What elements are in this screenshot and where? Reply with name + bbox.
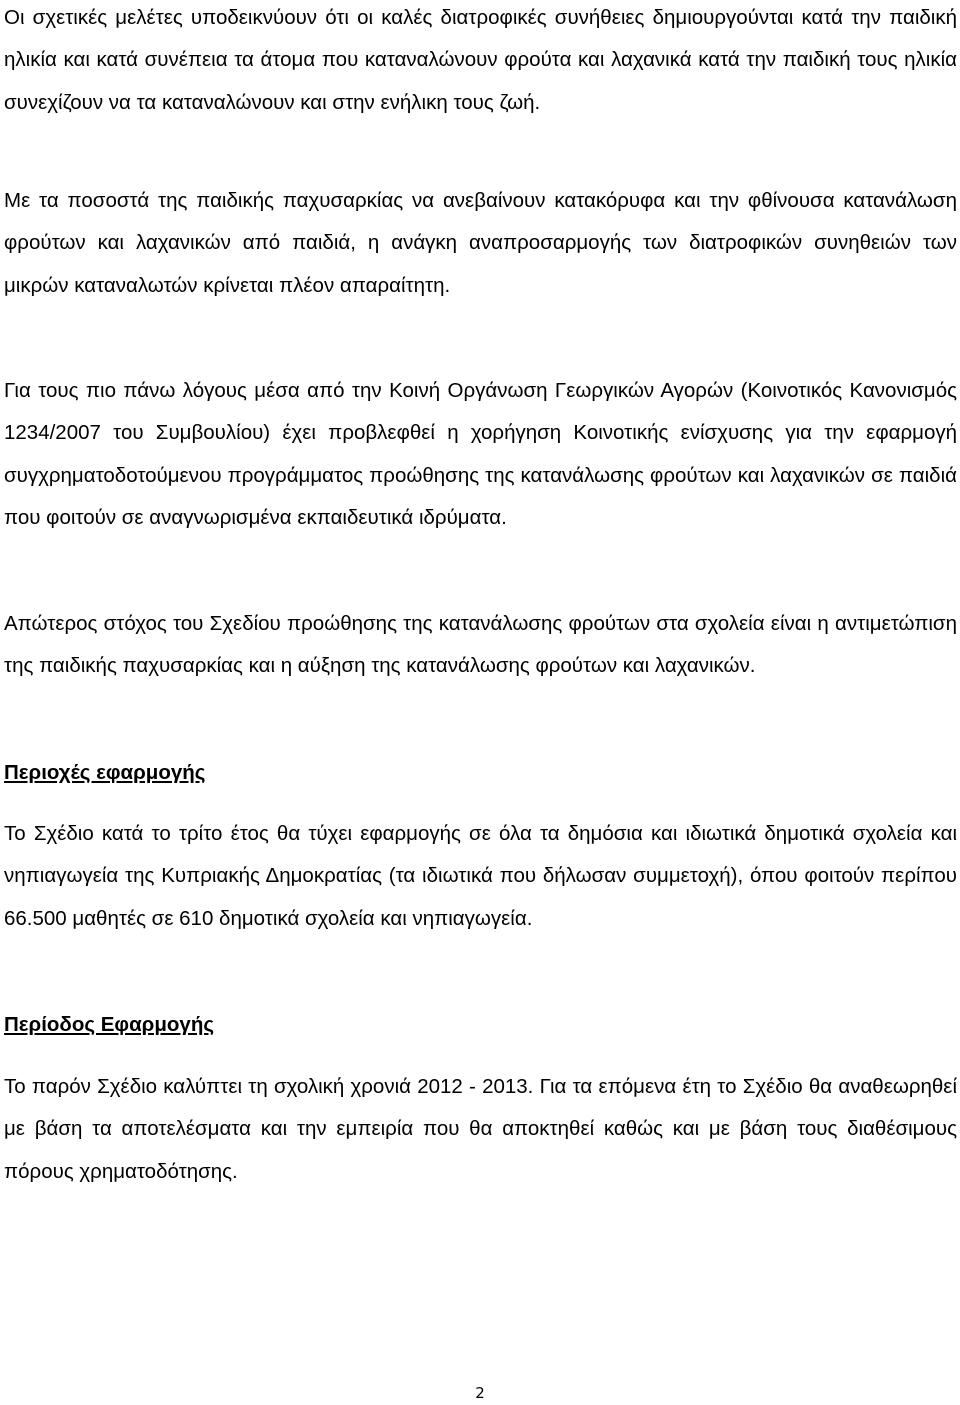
page-number: 2 [475, 1384, 485, 1402]
regulation-paragraph: Για τους πιο πάνω λόγους μέσα από την Κοινή Οργάνωση Γεωργικών Αγορών (Κοινοτικός Κανονισμός 1234/2007 του Συμβουλίου) έχει προβλεφθεί η χορήγηση Κοινοτικής ενίσχυσης για την εφαρμογή συγχρηματοδοτούμενου προγράμματος προώθησης της κατανάλωσης φρούτων και λαχανικών σε παιδιά που φοιτούν σε αναγνωρισμένα εκπαιδευτικά ιδρύματα. [4, 379, 957, 529]
intro-paragraph: Οι σχετικές μελέτες υποδεικνύουν ότι οι καλές διατροφικές συνήθειες δημιουργούνται κατά την παιδική ηλικία και κατά συνέπεια τα άτομα που καταναλώνουν φρούτα και λαχανικά κατά την παιδική τους ηλικία συνεχίζουν να τα καταναλώνουν και στην ενήλικη τους ζωή. [4, 6, 957, 114]
scope-paragraph: Το Σχέδιο κατά το τρίτο έτος θα τύχει εφαρμογής σε όλα τα δημόσια και ιδιωτικά δημοτικά σχολεία και νηπιαγωγεία της Κυπριακής Δημοκρατίας (τα ιδιωτικά που δήλωσαν συμμετοχή), όπου φοιτούν περίπου 66.500 μαθητές σε 610 δημοτικά σχολεία και νηπιαγωγεία. [4, 822, 957, 930]
period-heading: Περίοδος Εφαρμογής [4, 1013, 215, 1036]
scope-heading: Περιοχές εφαρμογής [4, 761, 206, 784]
objective-paragraph: Απώτερος στόχος του Σχεδίου προώθησης της κατανάλωσης φρούτων στα σχολεία είναι η αντιμετώπιση της παιδικής παχυσαρκίας και η αύξηση της κατανάλωσης φρούτων και λαχανικών. [4, 612, 957, 678]
obesity-paragraph: Με τα ποσοστά της παιδικής παχυσαρκίας να ανεβαίνουν κατακόρυφα και την φθίνουσα κατανάλωση φρούτων και λαχανικών από παιδιά, η ανάγκη αναπροσαρμογής των διατροφικών συνηθειών των μικρών καταναλωτών κρίνεται πλέον απαραίτητη. [4, 189, 957, 297]
period-paragraph: Το παρόν Σχέδιο καλύπτει τη σχολική χρονιά 2012 - 2013. Για τα επόμενα έτη το Σχέδιο θα αναθεωρηθεί με βάση τα αποτελέσματα και την εμπειρία που θα αποκτηθεί καθώς και με βάση τους διαθέσιμους πόρους χρηματοδότησης. [4, 1075, 957, 1183]
